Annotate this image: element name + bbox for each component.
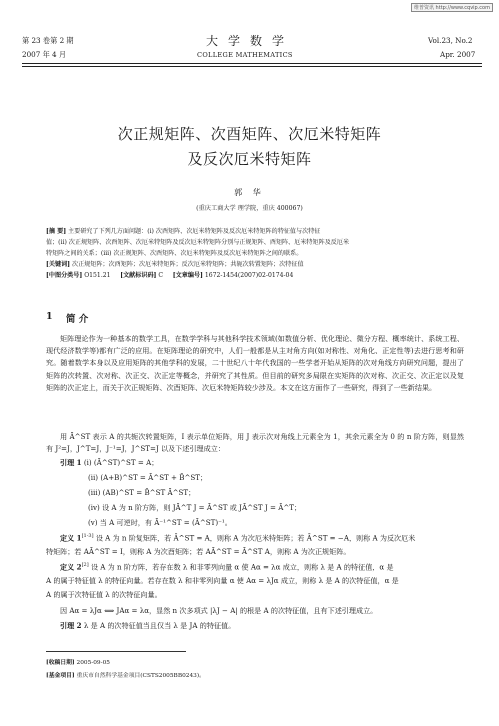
footnote-received: [46, 657, 110, 666]
footnote-fund: [46, 670, 205, 679]
note-line: 因 Aα = λJα ⟺ JAα = λα，显然 n 次多项式 |λJ − A| 的根是 A 的次特征值，且有下述引理成立。: [60, 606, 378, 615]
watermark-stamp: 维普资讯 http://www.cqvip.com: [411, 3, 493, 12]
lemma1-item-1: (ⅰ) (Ā^ST)^ST = A；: [83, 458, 159, 467]
received-date: 2005-09-05: [76, 660, 110, 666]
author-affiliation: (重庆工商大学 理学院，重庆 400067): [196, 205, 303, 212]
lemma2-text: λ 是 A 的次特征值当且仅当 λ 是 JA 的特征值。: [83, 621, 236, 630]
lemma1-item-2: (ⅱ) (A+B)^ST = Ā^ST + B̄^ST；: [88, 473, 208, 482]
fund-text: 重庆市自然科学基金项目(CSTS2005BB0243)。: [76, 673, 205, 679]
def2-line-3: A 的属于次特征值 λ 的次特征向量。: [46, 590, 162, 599]
def1-line-1: 设 A 为 n 阶复矩阵，若 Ā^ST = A，则称 A 为次厄米特矩阵；若 Ā^ST = −A，则称 A 为反次厄米: [95, 533, 416, 543]
clc-value: O151.21: [84, 272, 111, 279]
lemma2: [60, 621, 235, 631]
definition2: [60, 562, 394, 572]
def2-label: 定义 2: [60, 562, 82, 572]
article-id-value: 1672-1454(2007)02-0174-04: [204, 272, 294, 279]
intro-paragraph-2: 用 Ā^ST 表示 A 的共轭次转置矩阵，I 表示单位矩阵，用 J 表示次对角线上元素全为 1，其余元素全为 0 的 n 阶方阵，则显然有 J²=J，J^T=J，J⁻¹=J，J^ST=J 以及下述引理成立：: [46, 432, 464, 454]
def1-label: 定义 1: [60, 533, 82, 543]
header-date-en: Apr. 2007: [440, 50, 476, 59]
def2-line-2: A 的属于特征值 λ 的特征向量。若存在数 λ 和非零列向量 α 使 Aα = λJα 成立，则称 λ 是 A 的次特征值，α 是: [46, 576, 399, 585]
header-rule: [22, 63, 482, 64]
def1-line-2: 特矩阵；若 AĀ^ST = I，则称 A 为次酉矩阵；若 AĀ^ST = Ā^ST A，则称 A 为次正规矩阵。: [46, 547, 351, 556]
footnote-rule: [46, 651, 186, 652]
header-date-cn: 2007 年 4 月: [22, 50, 67, 59]
classification-line: [46, 270, 458, 281]
header-volume-en: Vol.23, No.2: [428, 36, 473, 45]
abstract-line-2: 值；(ⅱ) 次正规矩阵、次酉矩阵、次厄米特矩阵及反次厄米特矩阵分别与正规矩阵、酉矩阵、厄米特矩阵及反厄米: [46, 239, 350, 246]
header-rule-thin: [22, 66, 482, 67]
header-volume-cn: 第 23 卷第 2 期: [22, 36, 74, 45]
article-id-label: [文章编号]: [172, 272, 203, 279]
paper-title-line1: 次正规矩阵、次酉矩阵、次厄米特矩阵: [117, 125, 382, 143]
abstract-line-3: 特矩阵之间的关系；(ⅲ) 次正规矩阵、次酉矩阵、次厄米特矩阵及反次厄米特矩阵之间的联系。: [46, 250, 303, 257]
abstract-block: [46, 226, 458, 281]
journal-name-cn: 大学数学: [206, 34, 295, 48]
lemma2-label: 引理 2: [60, 621, 82, 630]
def2-line-1: 设 A 为 n 阶方阵，若存在数 λ 和非零列向量 α 使 Aα = λα 成立，则称 λ 是 A 的特征值，α 是: [90, 562, 394, 572]
section-title: 简 介: [66, 314, 89, 325]
def1-ref: [1-3]: [81, 533, 94, 539]
lemma1-item-3: (ⅲ) (AB)^ST = B̄^ST Ā^ST；: [88, 488, 196, 497]
doc-code-value: C: [158, 272, 164, 279]
fund-label: [基金项目]: [46, 673, 75, 679]
lemma1: [60, 458, 158, 468]
author-name: 郭 华: [234, 188, 265, 197]
lemma1-item-4: (ⅳ) 设 A 为 n 阶方阵，则 JĀ^T J = Ā^ST 或 JĀ^ST J = Ā^T；: [88, 503, 302, 512]
doc-code-label: [文献标识码]: [120, 272, 157, 279]
abstract-line-1: 主要研究了下列几方面问题：(ⅰ) 次酉矩阵、次厄米特矩阵及反次厄米特矩阵的特征值与次特征: [68, 228, 321, 235]
lemma1-item-5: (ⅴ) 当 A 可逆时，有 Ā⁻¹^ST = (Ā^ST)⁻¹。: [88, 518, 232, 527]
intro-paragraph-1: 矩阵理论作为一种基本的数学工具，在数学学科与其他科学技术领域(如数值分析、优化理论、微分方程、概率统计、系统工程、现代经济数学等)都有广泛的应用。在矩阵理论的研究中，人们一般都是从主对角方向(如对称性、对角化、正定性等)去进行思考和研究。随着数学本身以及应用矩阵的其他学科的发展，二十世纪八十年代我国的一些学者开始从矩阵的次对角线方向研究问题，提出了矩阵的次转置、次对称、次正交、次正定等概念，并研究了其性质。但目前的研究多局限在实矩阵的次对称、次正交、次正定以及复矩阵的次正定上，而关于次正规矩阵、次酉矩阵、次厄米特矩阵较少涉及。本文在这方面作了一些研究，得到了一些新结果。: [46, 334, 464, 392]
section-number: 1: [46, 311, 53, 322]
keywords-text: 次正规矩阵；次酉矩阵；次厄米特矩阵；反次厄米特矩阵；共轭次转置矩阵；次特征值: [72, 261, 304, 268]
def2-ref: [2]: [81, 562, 89, 568]
clc-label: [中图分类号]: [46, 272, 83, 279]
lemma1-label: 引理 1: [60, 458, 82, 467]
paper-title-line2: 及反次厄米特矩阵: [187, 150, 312, 168]
journal-name-en: COLLEGE MATHEMATICS: [197, 51, 293, 59]
abstract-label: [摘 要]: [46, 228, 67, 235]
definition1: [60, 533, 415, 543]
received-label: [收稿日期]: [46, 660, 75, 666]
keywords-label: [关键词]: [46, 261, 71, 268]
